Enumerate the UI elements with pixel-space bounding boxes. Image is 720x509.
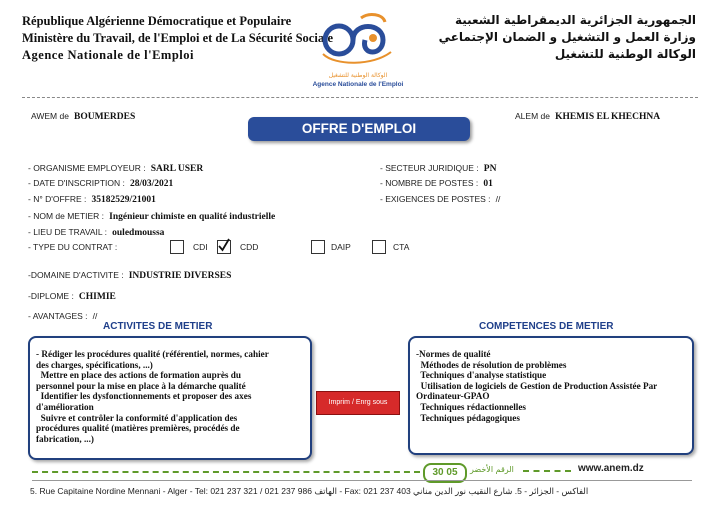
- secteur-label: - SECTEUR JURIDIQUE :: [380, 163, 479, 173]
- activites-line: procédures qualité (matières premières, procédés de: [36, 423, 240, 434]
- header-ar-line-1: الجمهورية الجزائرية الديمقراطية الشعبية: [454, 13, 696, 27]
- activites-line: Suivre et contrôler la conformité d'application des: [36, 412, 238, 423]
- competences-line: -Normes de qualité: [416, 349, 491, 359]
- competences-line: Utilisation de logiciels de Gestion de Production Assistée Par: [416, 380, 658, 391]
- avantages-value: //: [92, 311, 98, 321]
- checkbox-cdd[interactable]: [217, 240, 231, 254]
- competences-line: Techniques d'analyse statistique: [416, 370, 547, 381]
- green-number: 30 05: [423, 463, 467, 483]
- footer-address: 5. Rue Capitaine Nordine Mennani - Alger - Tel: 021 237 321 / 021 237 986 الهاتف - Fax: 021 237 403 الفاكس - الجزائر - 5. شارع النقيب نور الدين مناني: [30, 486, 589, 496]
- footer-green-line-2: [523, 470, 571, 472]
- avantages-label: - AVANTAGES :: [28, 311, 88, 321]
- header-ar-line-2: وزارة العمل و التشغيل و الضمان الإجتماعي: [438, 30, 696, 44]
- cta-label: CTA: [393, 242, 410, 252]
- competences-line: Méthodes de résolution de problèmes: [416, 359, 567, 370]
- header-ar-line-3: الوكالة الوطنية للتشغيل: [554, 47, 696, 61]
- alem-value: KHEMIS EL KHECHNA: [555, 112, 661, 122]
- domaine-label: -DOMAINE D'ACTIVITE :: [28, 270, 124, 280]
- header-arabic: [439, 12, 696, 63]
- header-fr-line-2: Ministère du Travail, de l'Emploi et de La Sécurité Sociale: [22, 31, 334, 45]
- diplome-label: -DIPLOME :: [28, 291, 74, 301]
- logo-french-text: Agence Nationale de l'Emploi: [312, 81, 404, 88]
- activites-line: d'amélioration: [36, 401, 94, 412]
- footer-divider: [32, 480, 692, 481]
- field-avantages: [28, 304, 97, 323]
- field-diplome: [28, 284, 116, 303]
- date-label: - DATE D'INSCRIPTION :: [28, 178, 125, 188]
- awem-row: [31, 104, 135, 123]
- diplome-value: CHIMIE: [78, 292, 116, 302]
- offre-label: - N° D'OFFRE :: [28, 194, 87, 204]
- postes-label: - NOMBRE DE POSTES :: [380, 178, 479, 188]
- checkbox-cdi[interactable]: [170, 240, 184, 254]
- checkbox-daip[interactable]: [311, 240, 325, 254]
- lieu-value: ouledmoussa: [112, 228, 165, 238]
- daip-label: DAIP: [331, 242, 351, 252]
- activites-line: personnel pour la mise en place à la démarche qualité: [36, 380, 246, 391]
- offre-value: 35182529/21001: [91, 195, 156, 205]
- metier-label: - NOM de METIER :: [28, 211, 105, 221]
- competences-box: [408, 336, 694, 455]
- header-french: [22, 13, 333, 64]
- exigences-value: //: [495, 194, 501, 204]
- competences-line: Techniques pédagogiques: [416, 412, 520, 423]
- contrat-label: - TYPE DU CONTRAT :: [28, 242, 118, 252]
- activites-box: [28, 336, 312, 460]
- awem-value: BOUMERDES: [74, 112, 136, 122]
- date-value: 28/03/2021: [129, 179, 174, 189]
- competences-line: Techniques rédactionnelles: [416, 401, 527, 412]
- competences-list: [416, 349, 657, 423]
- offer-title: OFFRE D'EMPLOI: [248, 117, 470, 141]
- activites-line: Mettre en place des actions de formation auprès du: [36, 370, 241, 381]
- footer-green-line: [32, 471, 420, 473]
- field-lieu: [28, 220, 164, 239]
- activites-line: fabrication, ...): [36, 433, 94, 444]
- activites-line: Identifier les dysfonctionnements et proposer des axes: [36, 391, 252, 402]
- organisme-label: - ORGANISME EMPLOYEUR :: [28, 163, 146, 173]
- anem-logo-icon: [313, 10, 403, 70]
- competences-line: Ordinateur-GPAO: [416, 391, 490, 402]
- organisme-value: SARL USER: [150, 164, 204, 174]
- metier-value: Ingénieur chimiste en qualité industrielle: [109, 212, 276, 222]
- cdi-label: CDI: [193, 242, 208, 252]
- alem-row: [515, 104, 660, 123]
- anem-logo: [313, 10, 403, 95]
- competences-title: COMPETENCES DE METIER: [479, 321, 614, 332]
- activites-list: [36, 349, 269, 444]
- activites-title: ACTIVITES DE METIER: [103, 321, 213, 332]
- website-link[interactable]: www.anem.dz: [578, 463, 644, 474]
- header-fr-line-3: Agence Nationale de l'Emploi: [22, 48, 194, 62]
- header-divider: [22, 97, 698, 98]
- postes-value: 01: [483, 179, 493, 189]
- awem-label: AWEM de: [31, 111, 69, 121]
- field-domaine: [28, 263, 231, 282]
- exigences-label: - EXIGENCES DE POSTES :: [380, 194, 491, 204]
- domaine-value: INDUSTRIE DIVERSES: [128, 271, 232, 281]
- header-fr-line-1: République Algérienne Démocratique et Populaire: [22, 14, 292, 28]
- field-exigences: [380, 187, 500, 206]
- alem-label: ALEM de: [515, 111, 550, 121]
- activites-line: des charges, spécifications, ...): [36, 359, 153, 370]
- secteur-value: PN: [483, 164, 497, 174]
- logo-arabic-text: الوكالة الوطنية للتشغيل: [328, 72, 388, 79]
- green-number-label: الرقم الأخضر: [470, 465, 514, 474]
- checkbox-cta[interactable]: [372, 240, 386, 254]
- lieu-label: - LIEU DE TRAVAIL :: [28, 227, 108, 237]
- activites-line: - Rédiger les procédures qualité (référentiel, normes, cahier: [36, 349, 269, 359]
- cdd-label: CDD: [240, 242, 259, 252]
- checkmark-icon: [217, 238, 231, 252]
- print-save-button[interactable]: Imprim / Enrg sous: [316, 391, 400, 415]
